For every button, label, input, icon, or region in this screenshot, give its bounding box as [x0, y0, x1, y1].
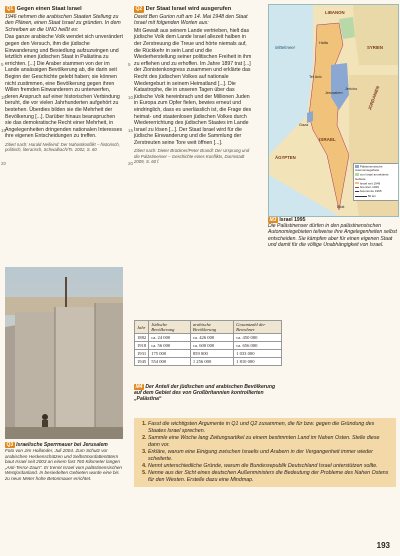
- task-item: 1. Fasst die wichtigsten Argumente in Q1 und Q2 zusammen, die für bzw. gegen die Gründung des Staates Israel sprechen.: [148, 421, 392, 434]
- tasks-box: [134, 418, 396, 487]
- q1-heading: [5, 6, 123, 13]
- q2-source: Zitiert nach: Dieter Brückner/Peter Brandl: Der Ursprung und die Palästinenser – Geschichte eines Konflikts, Darmstadt 2009, S. 60 f.: [134, 148, 250, 164]
- map-label-haifa: Haifa: [319, 41, 328, 45]
- table-header: Jahr: [135, 321, 149, 334]
- q2-text: Mit Gewalt aus seinem Lande vertrieben, hielt das jüdische Volk dem Lande Israel allezeit halben in der Zerstreuung die Treue und hörte niemals auf, die Rückkehr in sein Land und die Wiederherstellung seiner politischen Freiheit in ihm zu erflehen und zu erhoffen. Im Jahre 1897 trat [...] der Zionistenkongress zusammen und erklärte das Recht des jüdischen Volkes auf nationale Wiedergeburt in seinem Heimatland [...]. Die Katastrophe, die in unseren Tagen über das jüdische Volk hereinbrach und der Millionen Juden in Europa zum Opfer fielen, bewies erneut und eindringlich, dass es unerlässlich ist, die Frage des heimat- und staatenlosen jüdischen Volkes durch Wiedererrichtung des jüdischen Staates im Lande Israel zu lösen [...]. Der Staat Israel wird für die jüdische Einwanderung und die Sammlung der Zerstreuten seine Tore weit öffnen [...].: [134, 27, 252, 146]
- q1-line-number: 10: [1, 95, 7, 100]
- q3-title: Israelische Sperrmauer bei Jerusalem: [16, 442, 108, 448]
- q1-intro: 1946 nehmen die arabischen Staaten Stellung zu den Plänen, einen Staat Israel zu gründen. In dem Schreiben an die UNO heißt es:: [5, 13, 121, 33]
- q1-block: [5, 6, 123, 152]
- table-cell: 1918: [135, 342, 149, 350]
- map-label-sea: Mittelmeer: [275, 45, 296, 50]
- table-cell: 175 000: [149, 350, 191, 358]
- table-row: [135, 350, 282, 358]
- q1-body: [5, 34, 123, 140]
- m3-caption: Die Palästinenser dürfen in den palästinensischen Autonomiegebieten teilweise ihre Angelegenheiten selbst entscheiden. Sie kämpfen aber für einen eigenen Staat und damit für die völlige Unabhängigkeit von Israel.: [268, 223, 397, 248]
- page-number: 193: [376, 541, 390, 550]
- table-cell: ca. 656 000: [234, 342, 282, 350]
- q2-title: Der Staat Israel wird ausgerufen: [145, 6, 232, 12]
- photo-graphic: [5, 267, 123, 439]
- population-table: [134, 320, 282, 366]
- task-item: 5. Nenne aus der Sicht eines deutschen Außenministers die Bedeutung der Probleme des Nahen Ostens für den Westen. Erstelle dazu eine Mindmap.: [148, 470, 392, 483]
- table-cell: ca. 600 000: [190, 342, 233, 350]
- q2-line-number: 10: [128, 95, 134, 100]
- table-cell: 1 033 000: [234, 350, 282, 358]
- table-header-row: [135, 321, 282, 334]
- q2-block: [134, 6, 254, 164]
- map-label-jerusalem: Jerusalem: [325, 91, 343, 95]
- m4-badge: M4: [135, 384, 143, 390]
- table-cell: 859 000: [190, 350, 233, 358]
- q2-body: [134, 28, 254, 147]
- table-cell: ca. 24 000: [149, 334, 191, 342]
- legend-item: Grenzen 1949: [359, 185, 379, 190]
- legend-item: von Israel annektierte Gebiete: [355, 172, 389, 181]
- table-header: arabische Bevölkerung: [190, 321, 233, 334]
- m3-badge: M3: [269, 217, 277, 223]
- q2-line-number: 20: [128, 161, 134, 166]
- legend-item: Israel seit 1949: [355, 182, 398, 186]
- m3-title: Israel 1995: [279, 217, 306, 223]
- table-cell: 1931: [135, 350, 149, 358]
- task-item: 4. Nennt unterschiedliche Gründe, warum die Bundesrepublik Deutschland Israel unterstützen sollte.: [148, 463, 392, 470]
- q1-text: Das ganze arabische Volk wendet sich unverändert gegen den Versuch, ihm die jüdische Einwanderung und Besiedlung aufzuzwingen und letztlich einen jüdischen Staat in Palästina zu errichten. [...] Die Araber stammen von der im Lande ansässigen Bevölkerung ab, die darin seit Beginn der Geschichte gelebt haben; sie können nicht zustimmen, eine Bevölkerung gegen ihren Willen fremden Einwanderern zu unterwerfen, deren Anspruch auf einer historischen Verbindung beruht, die vor vielen Jahrhunderten aufgehört zu bestehen. Überdies bilden sie die Mehrheit der Bevölkerung [...]. Darüber hinaus beanspruchen sie das demokratische Recht einer Mehrheit, in Angelegenheiten dringenden nationalen Interesses ihre eigenen Entscheidungen zu treffen.: [5, 34, 123, 140]
- map-label-telaviv: Tel Aviv: [309, 75, 322, 79]
- map-scale: 50 km: [355, 195, 398, 199]
- m4-caption-block: [134, 384, 284, 403]
- table-header: Jüdische Bevölkerung: [149, 321, 191, 334]
- q3-caption-block: [5, 442, 123, 482]
- m3-caption-block: [268, 217, 397, 248]
- map-legend: [353, 163, 399, 201]
- table-cell: 1 256 000: [190, 358, 233, 366]
- map-label-lebanon: LIBANON: [325, 10, 345, 15]
- q1-source: Zitiert nach: Harald Neifeind: Der Nahostkonflikt – historisch, politisch, literarisch, Schwalbach/Ts. 2002, S. 60: [5, 141, 120, 153]
- legend-item: Palästinensische Autonomiegebiete: [355, 164, 383, 173]
- table-cell: 1882: [135, 334, 149, 342]
- map-label-gaza: Gaza: [299, 123, 309, 127]
- task-item: 3. Erkläre, warum eine Einigung zwischen Israelis und Arabern in der Vergangenheit immer wieder scheiterte.: [148, 449, 392, 462]
- task-item: 2. Sammle eine Woche lang Zeitungsartikel zu einem bestimmten Land im Nahen Osten. Stelle diese dann vor.: [148, 435, 392, 448]
- q3-badge: Q3: [6, 442, 14, 448]
- q2-badge: Q2: [135, 6, 143, 12]
- q3-caption: Foto von Jim Hollander, Juli 2004. Zum Schutz vor arabischen Heckenschützen und Selbstmordattentätern baut Israel seit 2003 an einem fast 760 Kilometer langen „Anti-Terror-Zaun“. Er trennt Israel vom palästinensischen Westjordanland. In besiedelten Gebieten wurde eine bis zu neun Meter hohe Betonmauer errichtet.: [5, 448, 122, 482]
- map-label-eilat: Eilat: [337, 205, 345, 209]
- q1-line-number: 15: [1, 128, 7, 133]
- map-label-syria: SYRIEN: [367, 45, 383, 50]
- table-cell: ca. 450 000: [234, 334, 282, 342]
- task-list: [138, 421, 392, 484]
- israel-map: [268, 4, 399, 217]
- separation-wall-photo: [5, 267, 123, 439]
- map-label-egypt: ÄGYPTEN: [275, 155, 296, 160]
- map-label-jordan: JORDANIEN: [367, 85, 381, 111]
- q2-intro: David Ben Gurion ruft am 14. Mai 1948 den Staat Israel mit folgenden Worten aus:: [134, 13, 248, 27]
- q2-heading: [134, 6, 254, 13]
- q2-line-number: 15: [128, 128, 134, 133]
- table-cell: ca. 56 000: [149, 342, 191, 350]
- q1-badge: Q1: [6, 6, 14, 12]
- m4-title: Der Anteil der jüdischen und arabischen Bevölkerung auf dem Gebiet des von Großbritannien kontrollierten „Palästina“: [134, 384, 276, 403]
- table-cell: 1 810 000: [234, 358, 282, 366]
- map-label-israel: ISRAEL: [319, 137, 336, 142]
- table-header: Gesamtzahl der Bewohner: [234, 321, 282, 334]
- map-label-jericho: Jericho: [345, 87, 358, 91]
- table-cell: ca. 426 000: [190, 334, 233, 342]
- table-cell: 554 000: [149, 358, 191, 366]
- q1-line-number: 20: [1, 161, 7, 166]
- q2-line-number: 5: [128, 62, 131, 67]
- table-row: [135, 358, 282, 366]
- table-row: [135, 342, 282, 350]
- q1-line-number: 5: [1, 62, 4, 67]
- table-cell: 1945: [135, 358, 149, 366]
- q1-title: Gegen einen Staat Israel: [16, 6, 82, 12]
- table-row: [135, 334, 282, 342]
- legend-item: Autonomie 1995: [359, 188, 382, 193]
